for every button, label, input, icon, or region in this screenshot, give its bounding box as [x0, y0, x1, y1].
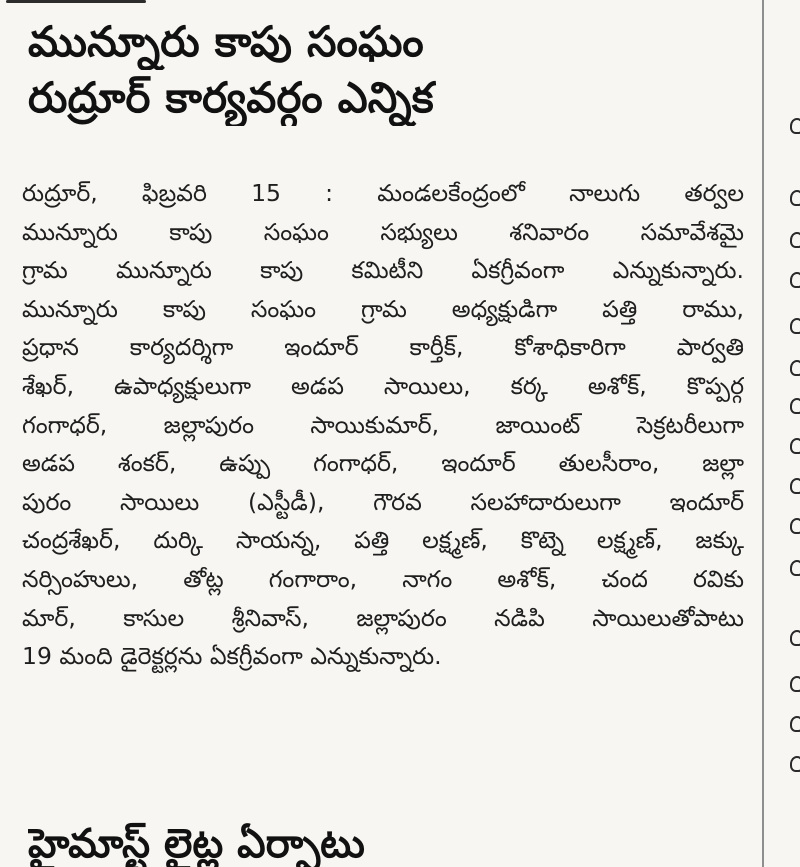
article-headline — [28, 14, 748, 126]
body-line: ప్రధాన కార్యదర్శిగా ఇందూర్ కార్తీక్, కోశాధికారిగా పార్వతి — [22, 333, 744, 362]
text-fragment — [790, 272, 800, 288]
body-line: రుద్రూర్, ఫిబ్రవరి 15 : మండలకేంద్రంలో నాలుగు తర్వల — [22, 179, 744, 207]
text-fragment — [790, 518, 800, 534]
text-fragment — [790, 360, 800, 376]
text-fragment — [790, 438, 800, 454]
headline-line: మున్నూరు కాపు సంఘం — [28, 17, 424, 66]
body-line: అడప శంకర్, ఉప్పు గంగాధర్, ఇందూర్ తులసీరాం, జల్లా — [22, 449, 744, 478]
text-fragment — [790, 232, 800, 248]
body-line: మార్, కాసుల శ్రీనివాస్, జల్లాపురం నడిపి సాయిలుతోపాటు — [22, 603, 744, 632]
body-line: మున్నూరు కాపు సంఘం సభ్యులు శనివారం సమావేశమై — [22, 217, 744, 246]
text-fragment — [790, 318, 800, 334]
body-line: గంగాధర్, జల్లాపురం సాయికుమార్, జాయింట్ సెక్రటరీలుగా — [22, 410, 744, 439]
headline-line: రుద్రూర్ కార్యవర్గం ఎన్నిక — [28, 73, 434, 122]
body-line: నర్సింహులు, తోట్ల గంగారాం, నాగం అశోక్, చంద రవికు — [22, 564, 744, 593]
text-fragment — [790, 118, 800, 134]
adjacent-column-fragments — [780, 0, 800, 867]
text-fragment — [790, 676, 800, 692]
body-line: మున్నూరు కాపు సంఘం గ్రామ అధ్యక్షుడిగా పత్తి రాము, — [22, 294, 744, 323]
body-line: గ్రామ మున్నూరు కాపు కమిటీని ఏకగ్రీవంగా ఎన్నుకున్నారు. — [22, 256, 744, 285]
text-fragment — [790, 630, 800, 646]
article-body — [22, 174, 744, 676]
text-fragment — [790, 398, 800, 414]
cropped-previous-text — [6, 0, 146, 8]
body-line: పురం సాయిలు (ఎస్టీడీ), గౌరవ సలహాదారులుగా ఇందూర్ — [22, 487, 744, 516]
text-fragment — [790, 756, 800, 772]
text-fragment — [790, 560, 800, 576]
text-fragment — [790, 716, 800, 732]
text-fragment — [790, 190, 800, 206]
next-article-headline: హైమాస్ట్ లైట్ల ఏర్పాటు — [28, 821, 365, 867]
column-divider — [762, 0, 764, 867]
text-fragment — [790, 478, 800, 494]
body-line: 19 మంది డైరెక్టర్లను ఏకగ్రీవంగా ఎన్నుకున్నారు. — [22, 642, 442, 671]
body-line: చంద్రశేఖర్, దుర్కి సాయన్న, పత్తి లక్ష్మణ్, కొట్నె లక్ష్మణ్, జక్కు — [22, 526, 744, 555]
body-line: శేఖర్, ఉపాధ్యక్షులుగా అడప సాయిలు, కర్క అశోక్, కొప్పర్గ — [22, 371, 744, 400]
